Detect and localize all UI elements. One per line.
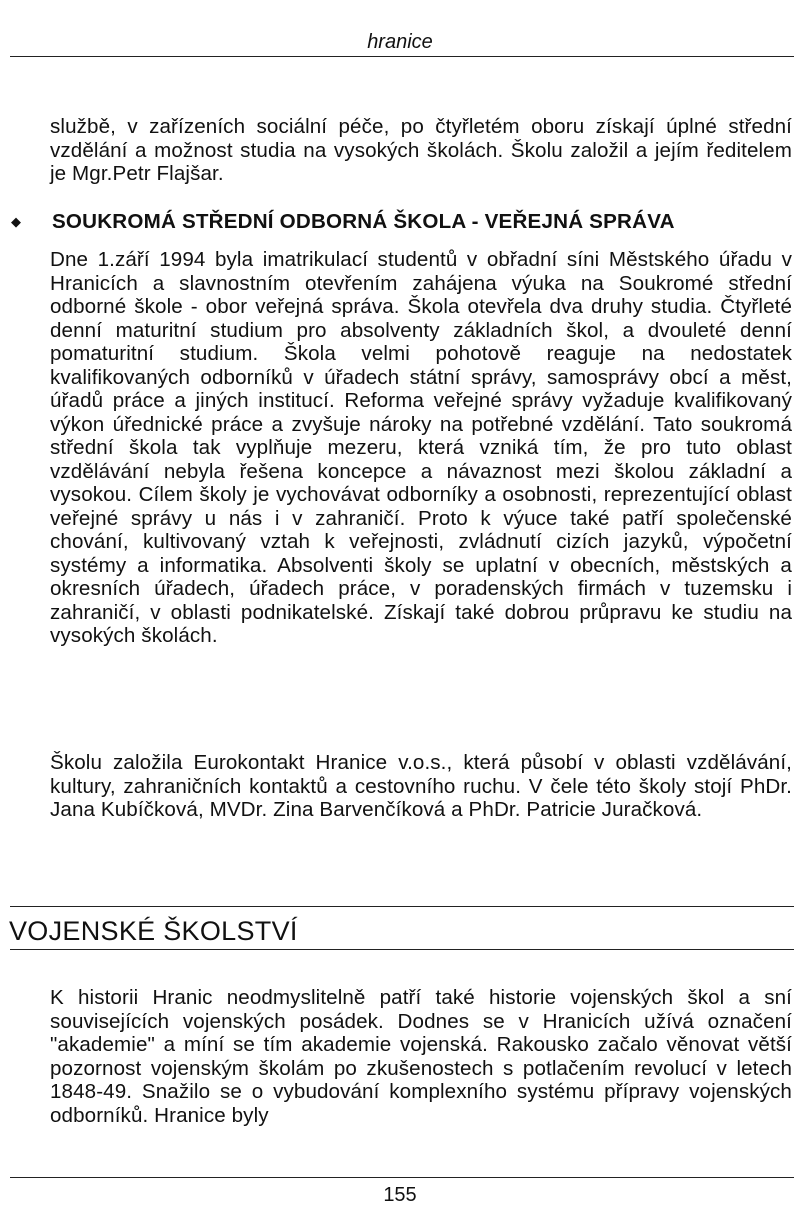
diamond-bullet-icon: ◆ (11, 214, 21, 229)
section-paragraph-1: Dne 1.září 1994 byla imatrikulací studentů v obřadní síni Městského úřadu v Hranicích a slavnostním otevřením zahájena výuka na Soukromé střední odborné škole - obor veřejná správa. Škola otevřela dva druhy studia. Čtyřleté denní maturitní studium pro absolventy základních škol, a dvouleté denní pomaturitní studium. Škola velmi pohotově reaguje na nedostatek kvalifikovaných odborníků v úřadech státní správy, samosprávy obcí a měst, úřadů práce a jiných institucí. Reforma veřejné správy vyžaduje kvalifikovaný výkon úřednické práce a zvyšuje nároky na potřebné vzdělání. Tato soukromá střední škola tak vyplňuje mezeru, která vzniká tím, že pro tuto oblast vzdělávání nebyla řešena koncepce a návaznost mezi školou základní a vysokou. Cílem školy je vychovávat odborníky a osobnosti, reprezentující oblast veřejné správy u nás i v zahraničí. Proto k výuce také patří společenské chování, kultivovaný vztah k veřejnosti, zvládnutí cizích jazyků, výpočetní systémy a informatika. Absolventi školy se uplatní v obecních, městských a okresních úřadech, úřadech práce, v poradenských firmách v tuzemsku i zahraničí, v oblasti podnikatelské. Získají také dobrou průpravu ke studiu na vysokých školách. (50, 248, 792, 647)
chapter-paragraph: K historii Hranic neodmyslitelně patří také historie vojenských škol a sní souvisejících vojenských posádek. Dodnes se v Hranicích užívá označení "akademie" a míní se tím akademie vojenská. Rakousko začalo věnovat větší pozornost vojenským školám po zkušenostech s potlačením revolucí v letech 1848-49. Snažilo se o vybudování komplexního systému přípravy vojenských odborníků. Hranice byly (50, 986, 792, 1127)
page-number: 155 (383, 1184, 417, 1206)
footer-rule (10, 1177, 794, 1178)
intro-paragraph: službě, v zařízeních sociální péče, po čtyřletém oboru získají úplné střední vzdělání a možnost studia na vysokých školách. Školu založil a jejím ředitelem je Mgr.Petr Flajšar. (50, 115, 792, 185)
section-paragraph-2: Školu založila Eurokontakt Hranice v.o.s., která působí v oblasti vzdělávání, kultury, zahraničních kontaktů a cestovního ruchu. V čele této školy stojí PhDr. Jana Kubíčková, MVDr. Zina Barvenčíková a PhDr. Patricie Juračková. (50, 751, 792, 821)
header-rule (10, 56, 794, 57)
section-heading: SOUKROMÁ STŘEDNÍ ODBORNÁ ŠKOLA - VEŘEJNÁ SPRÁVA (52, 210, 675, 233)
chapter-title: VOJENSKÉ ŠKOLSTVÍ (9, 916, 298, 946)
chapter-top-rule (10, 906, 794, 907)
running-head: hranice (367, 31, 433, 53)
chapter-bottom-rule (10, 949, 794, 950)
